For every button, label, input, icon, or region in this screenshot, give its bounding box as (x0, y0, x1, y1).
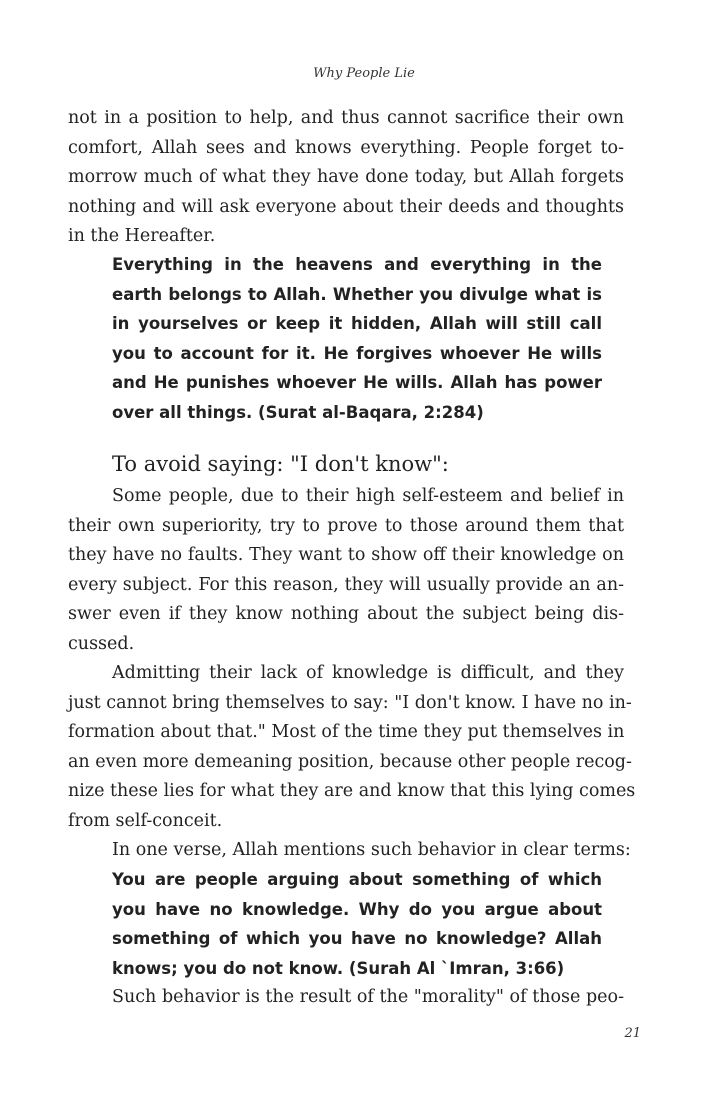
text-line: Some people, due to their high self-esteem and belief in (112, 486, 624, 506)
paragraph-block-2 (68, 482, 636, 866)
section-heading: To avoid saying: "I don't know": (112, 452, 449, 476)
running-head: Why People Lie (313, 66, 415, 81)
quote-line: knows; you do not know. (Surah Al `Imran, 3:66) (112, 958, 565, 978)
text-line: formation about that." Most of the time they put themselves in (68, 722, 625, 742)
quran-quote-2 (112, 865, 602, 983)
quote-line: you have no knowledge. Why do you argue about (112, 899, 602, 919)
text-line: nothing and will ask everyone about their deeds and thoughts (68, 196, 624, 217)
paragraph-block-1 (68, 104, 624, 252)
text-line: they have no faults. They want to show off their knowledge on (68, 545, 624, 565)
text-line: every subject. For this reason, they will usually provide an an- (68, 574, 624, 595)
text-line: Such behavior is the result of the "morality" of those peo- (112, 987, 624, 1007)
text-line: comfort, Allah sees and knows everything. People forget to- (68, 137, 624, 158)
text-line: their own superiority, try to prove to those around them that (68, 515, 624, 536)
text-line: in the Hereafter. (68, 226, 216, 246)
quote-line: in yourselves or keep it hidden, Allah will still call (112, 314, 602, 333)
quote-line: and He punishes whoever He wills. Allah has power (112, 373, 602, 392)
quote-line: over all things. (Surat al-Baqara, 2:284) (112, 402, 484, 422)
quote-line: you to account for it. He forgives whoever He wills (112, 343, 602, 363)
text-line: from self-conceit. (68, 810, 223, 831)
text-line: In one verse, Allah mentions such behavior in clear terms: (112, 840, 631, 860)
text-line: not in a position to help, and thus cannot sacrifice their own (68, 108, 624, 128)
text-line: cussed. (68, 633, 135, 654)
quote-line: earth belongs to Allah. Whether you divulge what is (112, 284, 602, 304)
page-number: 21 (624, 1026, 641, 1041)
text-line: swer even if they know nothing about the subject being dis- (68, 604, 624, 624)
quote-line: You are people arguing about something of which (112, 870, 602, 889)
text-line: an even more demeaning position, because other people recog- (68, 751, 632, 772)
text-line: Admitting their lack of knowledge is difficult, and they (112, 663, 624, 683)
quote-line: Everything in the heavens and everything in the (112, 255, 602, 274)
text-line: just cannot bring themselves to say: "I don't know. I have no in- (68, 692, 632, 713)
quote-line: something of which you have no knowledge? Allah (112, 929, 602, 948)
paragraph-block-3 (68, 983, 624, 1013)
text-line: morrow much of what they have done today, but Allah forgets (68, 167, 624, 187)
text-line: nize these lies for what they are and know that this lying comes (68, 781, 636, 801)
quran-quote-1 (112, 250, 602, 427)
